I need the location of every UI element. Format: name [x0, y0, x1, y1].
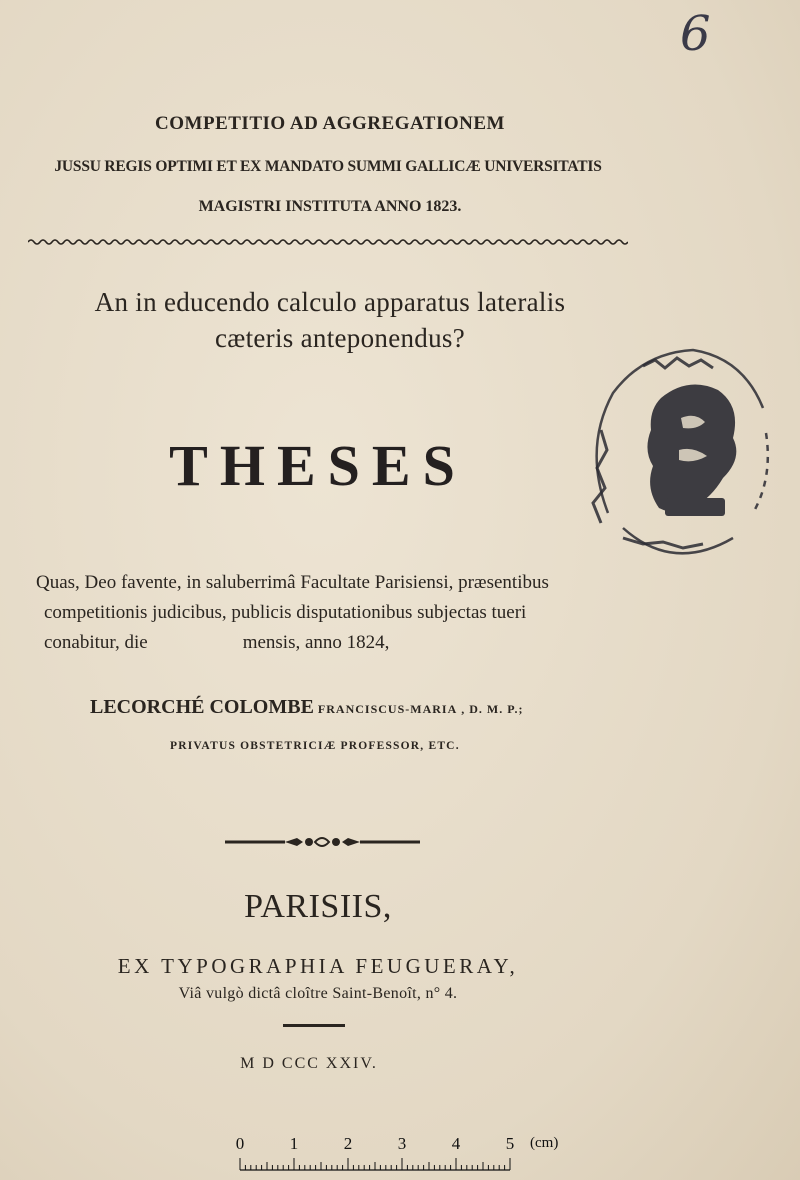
dedication-paragraph — [36, 568, 644, 658]
scale-label-2: 2 — [343, 1134, 353, 1153]
scale-label-0: 0 — [235, 1134, 245, 1153]
header-line-1: COMPETITIO AD AGGREGATIONEM — [155, 113, 505, 134]
paragraph-line-3-start: conabitur, die — [44, 632, 148, 653]
short-divider — [283, 1024, 345, 1027]
question-line-2: cæteris anteponendus? — [215, 323, 465, 353]
scale-label-5: 5 — [505, 1134, 515, 1153]
scale-label-4: 4 — [451, 1134, 461, 1153]
scale-unit: (cm) — [530, 1135, 559, 1151]
header-line-3: MAGISTRI INSTITUTA ANNO 1823. — [198, 198, 462, 215]
paragraph-line-3 — [44, 628, 644, 658]
header-line-2: JUSSU REGIS OPTIMI ET EX MANDATO SUMMI GALLICÆ UNIVERSITATIS — [54, 158, 602, 175]
imprint-address: Viâ vulgò dictâ cloître Saint-Benoît, n° 4. — [178, 985, 458, 1002]
imprint-printer: EX TYPOGRAPHIA FEUGUERAY, — [117, 954, 519, 978]
paragraph-line-2: competitionis judicibus, publicis disputationibus subjectas tueri — [44, 602, 527, 623]
paragraph-line-1: Quas, Deo favente, in saluberrimâ Facultate Parisiensi, præsentibus — [36, 572, 549, 593]
paragraph-line-3-end: mensis, anno 1824, — [242, 632, 390, 653]
scale-ruler — [228, 1154, 528, 1172]
author-line — [90, 696, 610, 719]
page-title: THESES — [169, 433, 467, 498]
decorative-rule — [28, 238, 628, 246]
author-name: LECORCHÉ COLOMBE — [90, 696, 314, 718]
author-role: PRIVATUS OBSTETRICIÆ PROFESSOR, ETC. — [170, 740, 460, 752]
imprint-year: M D CCC XXIV. — [240, 1055, 378, 1072]
thesis-question — [0, 284, 660, 356]
author-given-name: FRANCISCUS-MARIA — [317, 702, 458, 716]
centimeter-scale — [228, 1134, 588, 1180]
library-stamp-seal — [583, 338, 773, 578]
scale-label-3: 3 — [397, 1134, 407, 1153]
ornament-divider — [225, 832, 420, 852]
imprint-city: PARISIIS, — [244, 888, 392, 925]
handwritten-page-number: 6 — [680, 6, 711, 62]
scale-label-1: 1 — [289, 1134, 299, 1153]
question-line-1: An in educendo calculo apparatus lateralis — [94, 287, 566, 317]
author-degree: , D. M. P.; — [461, 702, 524, 716]
